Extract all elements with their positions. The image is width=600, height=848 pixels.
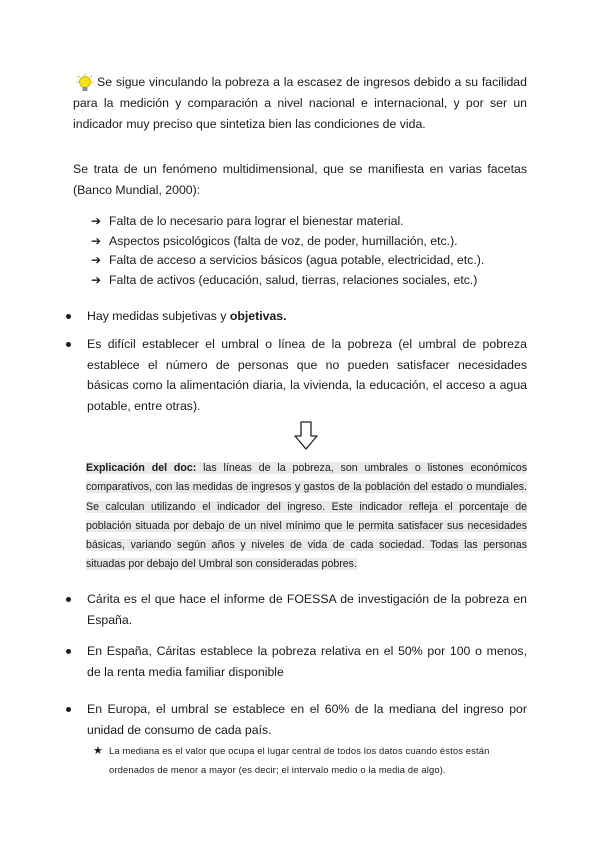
list-item [91,271,511,291]
bullet-threshold [66,334,527,416]
facets-list [91,212,511,290]
right-arrow-icon: ➔ [91,253,102,267]
down-arrow-icon [293,421,319,451]
list-item [91,232,511,252]
measures-text: Hay medidas subjetivas y [87,309,230,323]
caritas-text: Cárita es el que hace el informe de FOESSA de investigación de la pobreza en España. [87,592,527,627]
right-arrow-icon: ➔ [91,272,102,287]
star-icon: ★ [93,744,104,757]
explanation-block [86,459,527,575]
facet-text: Aspectos psicológicos (falta de voz, de poder, humillación, etc.). [109,233,458,248]
note-text: La mediana es el valor que ocupa el lugar central de todos los datos cuando éstos están ordenados de menor a mayor (es decir; el intervalo medio o la media de algo). [109,745,490,775]
europe-text: En Europa, el umbral se establece en el 60% de la mediana del ingreso por unidad de consumo de cada país. [87,702,527,737]
measures-bold: objetivas. [229,309,287,323]
intro-paragraph: Se sigue vinculando la pobreza a la escasez de ingresos debido a su facilidad para la medición y comparación a nivel nacional e internacional, y por ser un indicador muy preciso que sintetiza bien las condiciones de vida. [73,75,527,131]
right-arrow-icon: ➔ [91,214,102,228]
bullet-europe [66,699,527,740]
explanation-label: Explicación del doc: [86,462,197,474]
bullet-dot [66,649,71,654]
bullet-spain [66,641,527,682]
facet-text: Falta de lo necesario para lograr el bienestar material. [109,214,404,228]
bullet-dot [66,342,71,347]
bullet-dot [66,707,71,712]
right-arrow-icon: ➔ [91,233,102,248]
facet-text: Falta de acceso a servicios básicos (agua potable, electricidad, etc.). [109,253,485,267]
threshold-text: Es difícil establecer el umbral o línea de la pobreza (el umbral de pobreza establece el número de personas que no pueden satisfacer necesidades básicas como la alimentación diaria, la vivienda, la educación, el acceso a agua potable, entre otras). [87,337,527,413]
bullet-dot [66,314,71,319]
list-item [91,212,511,232]
multidimensional-paragraph: Se trata de un fenómeno multidimensional, que se manifiesta en varias facetas (Banco Mundial, 2000): [73,162,527,197]
median-note [93,741,525,779]
bullet-dot [66,597,71,602]
bullet-caritas [66,589,527,630]
explanation-text: las líneas de la pobreza, son umbrales o listones económicos comparativos, con las medidas de ingresos y gastos de la población del estado o mundiales. Se calculan utilizando el indicador del ingreso. Este indicador refleja el porcentaje de población situada por debajo de un nivel mínimo que le permita satisfacer sus necesidades básicas, variando según años y niveles de vida de cada sociedad. Todas las personas situadas por debajo del Umbral son consideradas pobres. [86,462,527,571]
list-item [91,251,511,271]
facet-text: Falta de activos (educación, salud, tierras, relaciones sociales, etc.) [109,272,478,287]
spain-text: En España, Cáritas establece la pobreza relativa en el 50% por 100 o menos, de la renta media familiar disponible [87,644,527,679]
bullet-measures [66,306,527,327]
